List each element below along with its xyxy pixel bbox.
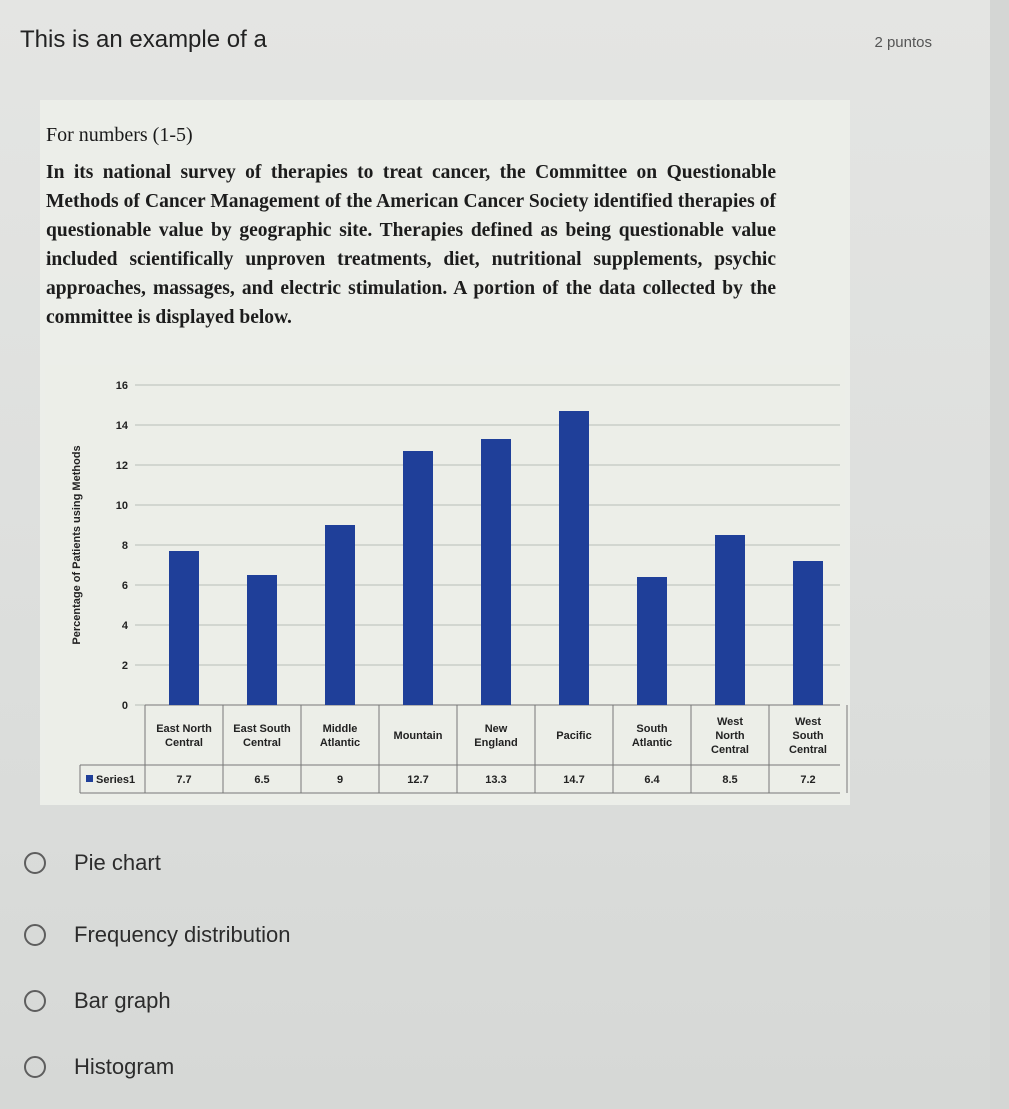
bar: [247, 575, 277, 705]
radio-button[interactable]: [24, 1056, 46, 1078]
figure-heading: For numbers (1-5): [46, 124, 193, 146]
y-tick-label: 6: [121, 580, 128, 592]
radio-button[interactable]: [24, 924, 46, 946]
data-table-value: 9: [336, 774, 344, 786]
question-points: 2 puntos: [874, 34, 932, 51]
question-figure: [40, 100, 850, 805]
data-table-value: 14.7: [563, 774, 585, 786]
x-tick-label: England: [474, 737, 518, 749]
x-tick-label: East North: [156, 723, 212, 735]
legend-key: [86, 775, 93, 782]
option-label: Frequency distribution: [74, 922, 291, 947]
y-tick-label: 12: [115, 460, 128, 472]
x-tick-label: Middle: [322, 723, 358, 735]
x-tick-label: Central: [243, 737, 281, 749]
x-tick-label: Atlantic: [319, 737, 361, 749]
x-tick-label: West: [716, 716, 744, 728]
x-tick-label: Pacific: [556, 730, 592, 742]
bar: [169, 551, 199, 705]
figure-paragraph: In its national survey of therapies to treat cancer, the Committee on Questionable Methods of Cancer Management of the American Cancer Society identified therapies of questionable value by geographic site. Therapies defined as being questionable value included scientifically unproven treatments, diet, nutritional supplements, psychic approaches, massages, and electric stimulation. A portion of the data collected by the committee is displayed below.: [46, 162, 776, 328]
data-table-value: 7.2: [800, 774, 816, 786]
data-table-value: 6.5: [254, 774, 270, 786]
option-histogram[interactable]: [24, 1054, 174, 1080]
y-tick-label: 14: [115, 420, 128, 432]
option-pie-chart[interactable]: [24, 850, 161, 876]
option-label: Pie chart: [74, 850, 161, 875]
x-tick-label: West: [794, 716, 822, 728]
y-tick-label: 16: [115, 380, 128, 392]
y-tick-label: 8: [121, 540, 128, 552]
bar: [559, 411, 589, 705]
bar: [637, 577, 667, 705]
bar: [793, 561, 823, 705]
x-tick-label: Central: [165, 737, 203, 749]
x-tick-label: South: [792, 730, 824, 742]
x-tick-label: Atlantic: [631, 737, 673, 749]
x-tick-label: Central: [789, 744, 827, 756]
radio-button[interactable]: [24, 990, 46, 1012]
x-tick-label: North: [715, 730, 745, 742]
x-tick-label: South: [636, 723, 668, 735]
x-tick-label: East South: [233, 723, 291, 735]
x-tick-label: Mountain: [393, 730, 443, 742]
bar-chart: [40, 365, 850, 805]
y-axis-label: Percentage of Patients using Methods: [71, 445, 83, 645]
y-tick-label: 2: [121, 660, 128, 672]
radio-button[interactable]: [24, 852, 46, 874]
y-tick-label: 10: [115, 500, 128, 512]
option-label: Bar graph: [74, 988, 171, 1013]
y-tick-label: 0: [121, 700, 128, 712]
legend-series-name: Series1: [96, 774, 136, 786]
data-table-value: 7.7: [176, 774, 192, 786]
x-tick-label: New: [484, 723, 508, 735]
data-table-value: 12.7: [407, 774, 429, 786]
bar: [403, 451, 433, 705]
bar: [481, 439, 511, 705]
bar: [325, 525, 355, 705]
option-label: Histogram: [74, 1054, 175, 1079]
bar: [715, 535, 745, 705]
data-table-value: 6.4: [644, 774, 660, 786]
x-tick-label: Central: [711, 744, 749, 756]
option-bar-graph[interactable]: [24, 988, 171, 1014]
data-table-value: 8.5: [722, 774, 738, 786]
data-table-value: 13.3: [485, 774, 507, 786]
option-frequency-distribution[interactable]: [24, 922, 290, 948]
y-tick-label: 4: [121, 620, 128, 632]
question-title: This is an example of a: [20, 26, 267, 53]
